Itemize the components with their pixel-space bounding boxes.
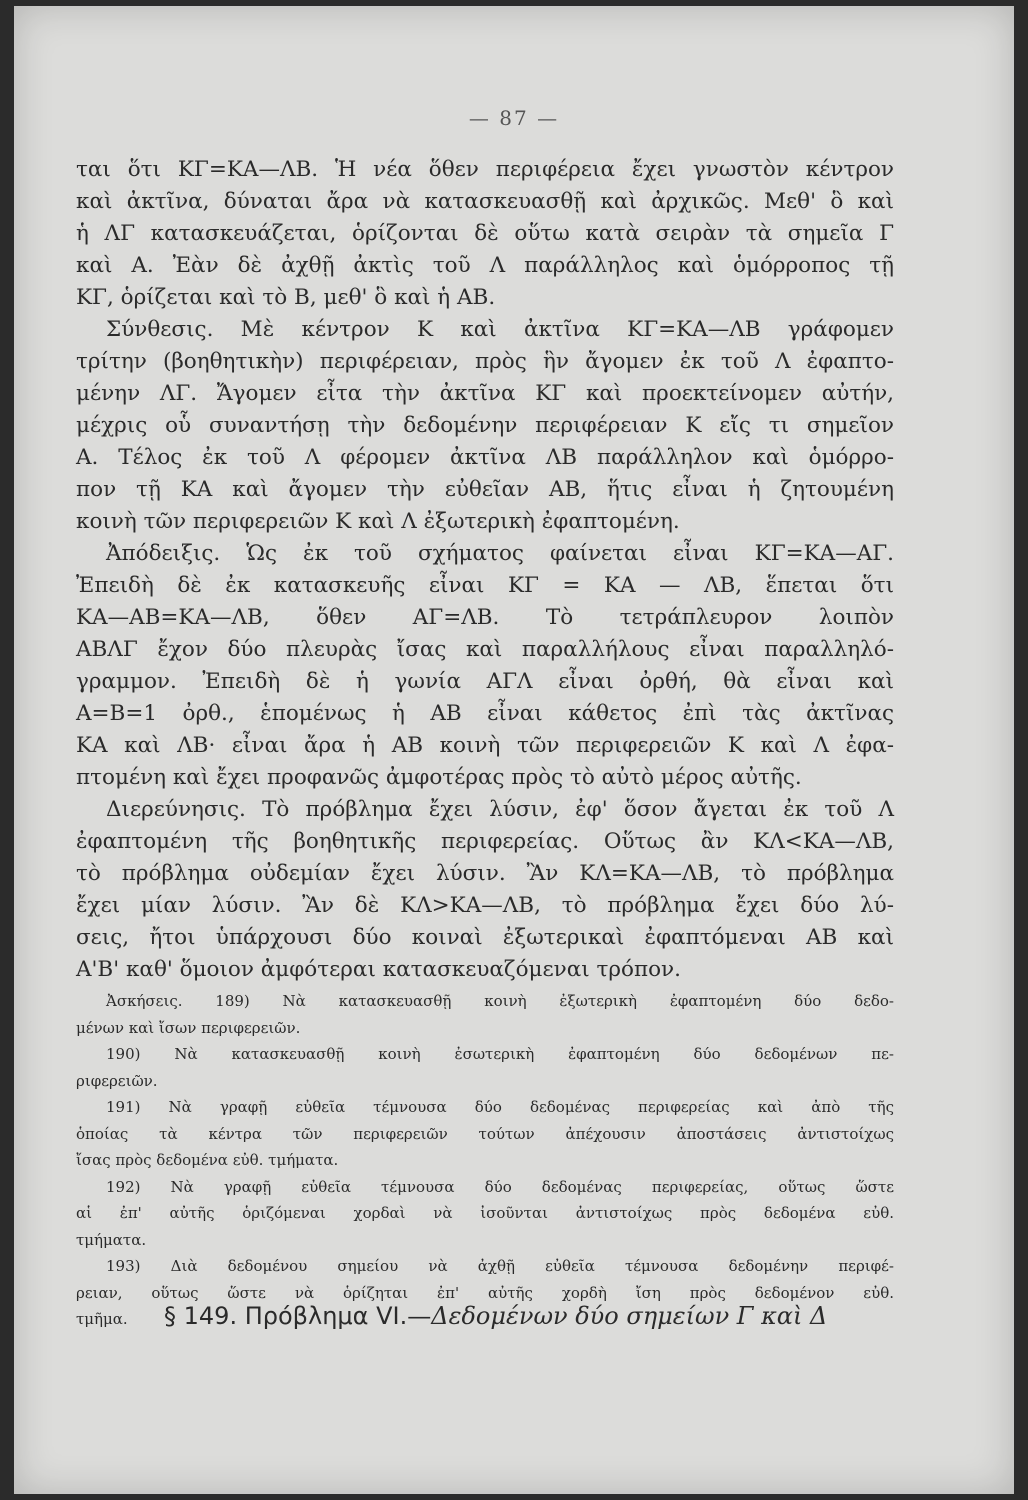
section-number: § 149. — [164, 1302, 238, 1330]
exercise-line: 190) Νὰ κατασκευασθῇ κοινὴ ἐσωτερικὴ ἐφαπτομένη δύο δεδομένων πε- — [106, 1045, 894, 1063]
text-line: σεις, ἤτοι ὑπάρχουσι δύο κοιναὶ ἐξωτερικαὶ ἐφαπτόμεναι ΑΒ καὶ — [76, 925, 894, 950]
text-line: ἡ ΛΓ κατασκευάζεται, ὁρίζονται δὲ οὕτω κατὰ σειρὰν τὰ σημεῖα Γ — [76, 221, 894, 246]
text-line: μένην ΛΓ. Ἄγομεν εἶτα τὴν ἀκτῖνα ΚΓ καὶ προεκτείνομεν αὐτήν, — [76, 381, 894, 406]
exercise-line: ἴσας πρὸς δεδομένα εὐθ. τμήματα. — [76, 1151, 339, 1169]
text-line: Διερεύνησις. Τὸ πρόβλημα ἔχει λύσιν, ἐφ' ὅσον ἄγεται ἐκ τοῦ Λ — [106, 797, 894, 822]
text-line: ΑΒΛΓ ἔχον δύο πλευρὰς ἴσας καὶ παραλλήλους εἶναι παραλληλό- — [76, 637, 894, 662]
exercise-line: 193) Διὰ δεδομένου σημείου νὰ ἀχθῇ εὐθεῖα τέμνουσα δεδομένην περιφέ- — [106, 1257, 894, 1275]
page-body — [76, 154, 894, 1333]
exercise-line: τμῆμα. — [76, 1310, 128, 1328]
exercise-line: ρειαν, οὕτως ὥστε νὰ ὁρίζηται ἐπ' αὐτῆς χορδὴ ἴση πρὸς δεδομένον εὐθ. — [76, 1283, 894, 1302]
paragraph — [76, 794, 894, 986]
heading-dash: — — [407, 1302, 432, 1330]
text-line: καὶ Α. Ἐὰν δὲ ἀχθῇ ἀκτὶς τοῦ Λ παράλληλος καὶ ὁμόρροπος τῇ — [76, 253, 894, 278]
exercise-line: τμήματα. — [76, 1230, 147, 1249]
text-line: Α'Β' καθ' ὅμοιον ἀμφότεραι κατασκευαζόμεναι τρόπον. — [76, 957, 681, 982]
paragraph — [76, 154, 894, 314]
problem-title: Πρόβλημα VI. — [244, 1302, 408, 1330]
text-line: τρίτην (βοηθητικὴν) περιφέρειαν, πρὸς ἣν ἄγομεν ἐκ τοῦ Λ ἐφαπτο- — [76, 349, 894, 374]
text-line: γραμμον. Ἐπειδὴ δὲ ἡ γωνία ΑΓΛ εἶναι ὀρθή, θὰ εἶναι καὶ — [76, 669, 894, 694]
text-line: ται ὅτι ΚΓ=ΚΑ—ΛΒ. Ἡ νέα ὅθεν περιφέρεια ἔχει γνωστὸν κέντρον — [76, 157, 894, 182]
text-line: καὶ ἀκτῖνα, δύναται ἄρα νὰ κατασκευασθῇ καὶ ἀρχικῶς. Μεθ' ὃ καὶ — [76, 189, 894, 214]
text-line: πτομένη καὶ ἔχει προφανῶς ἀμφοτέρας πρὸς τὸ αὐτὸ μέρος αὐτῆς. — [76, 765, 802, 790]
section-heading — [164, 1302, 884, 1330]
exercise-line: Ἀσκήσεις. 189) Νὰ κατασκευασθῇ κοινὴ ἐξωτερικὴ ἐφαπτομένη δύο δεδο- — [106, 992, 894, 1010]
text-line: πον τῇ ΚΑ καὶ ἄγομεν τὴν εὐθεῖαν ΑΒ, ἥτις εἶναι ἡ ζητουμένη — [76, 477, 894, 502]
text-line: ἔχει μίαν λύσιν. Ἂν δὲ ΚΛ>ΚΑ—ΛΒ, τὸ πρόβλημα ἔχει δύο λύ- — [76, 893, 894, 918]
text-line: κοινὴ τῶν περιφερειῶν Κ καὶ Λ ἐξωτερικὴ ἐφαπτομένη. — [76, 509, 680, 534]
exercise-line: ριφερειῶν. — [76, 1071, 158, 1090]
exercises — [76, 988, 894, 1333]
text-line: ΚΑ καὶ ΛΒ· εἶναι ἄρα ἡ ΑΒ κοινὴ τῶν περιφερειῶν Κ καὶ Λ ἐφα- — [76, 733, 894, 758]
text-line: Α=Β=1 ὀρθ., ἑπομένως ἡ ΑΒ εἶναι κάθετος ἐπὶ τὰς ἀκτῖνας — [76, 701, 894, 726]
text-line: μέχρις οὗ συναντήσῃ τὴν δεδομένην περιφέρειαν Κ εἴς τι σημεῖον — [76, 413, 894, 438]
text-line: ΚΓ, ὁρίζεται καὶ τὸ Β, μεθ' ὃ καὶ ἡ ΑΒ. — [76, 285, 496, 310]
page-number: — 87 — — [468, 106, 560, 130]
heading-text: Δεδομένων δύο σημείων Γ καὶ Δ — [431, 1302, 828, 1330]
text-line: Α. Τέλος ἐκ τοῦ Λ φέρομεν ἀκτῖνα ΛΒ παράλληλον καὶ ὁμόρρο- — [76, 445, 894, 470]
text-line: Ἀπόδειξις. Ὡς ἐκ τοῦ σχήματος φαίνεται εἶναι ΚΓ=ΚΑ—ΑΓ. — [106, 541, 894, 566]
paragraph — [76, 314, 894, 538]
book-page — [14, 6, 1014, 1494]
exercise-line: 192) Νὰ γραφῇ εὐθεῖα τέμνουσα δύο δεδομένας περιφερείας, οὕτως ὥστε — [106, 1177, 894, 1196]
text-line: τὸ πρόβλημα οὐδεμίαν ἔχει λύσιν. Ἂν ΚΛ=ΚΑ—ΛΒ, τὸ πρόβλημα — [76, 861, 894, 886]
paragraph — [76, 538, 894, 794]
text-line: ΚΑ—ΑΒ=ΚΑ—ΛΒ, ὅθεν ΑΓ=ΛΒ. Τὸ τετράπλευρον λοιπὸν — [76, 605, 894, 630]
exercise-line: 191) Νὰ γραφῇ εὐθεῖα τέμνουσα δύο δεδομένας περιφερείας καὶ ἀπὸ τῆς — [106, 1098, 894, 1116]
exercise-line: μένων καὶ ἴσων περιφερειῶν. — [76, 1018, 301, 1037]
text-line: Ἐπειδὴ δὲ ἐκ κατασκευῆς εἶναι ΚΓ = ΚΑ — ΛΒ, ἕπεται ὅτι — [76, 573, 894, 598]
exercise-line: ὁποίας τὰ κέντρα τῶν περιφερειῶν τούτων ἀπέχουσιν ἀποστάσεις ἀντιστοίχως — [76, 1124, 894, 1143]
exercise-line: αἱ ἐπ' αὐτῆς ὁριζόμεναι χορδαὶ νὰ ἰσοῦνται ἀντιστοίχως πρὸς δεδομένα εὐθ. — [76, 1204, 894, 1222]
text-line: ἐφαπτομένη τῆς βοηθητικῆς περιφερείας. Οὕτως ἂν ΚΛ<ΚΑ—ΛΒ, — [76, 829, 894, 854]
text-line: Σύνθεσις. Μὲ κέντρον Κ καὶ ἀκτῖνα ΚΓ=ΚΑ—ΛΒ γράφομεν — [106, 317, 894, 342]
